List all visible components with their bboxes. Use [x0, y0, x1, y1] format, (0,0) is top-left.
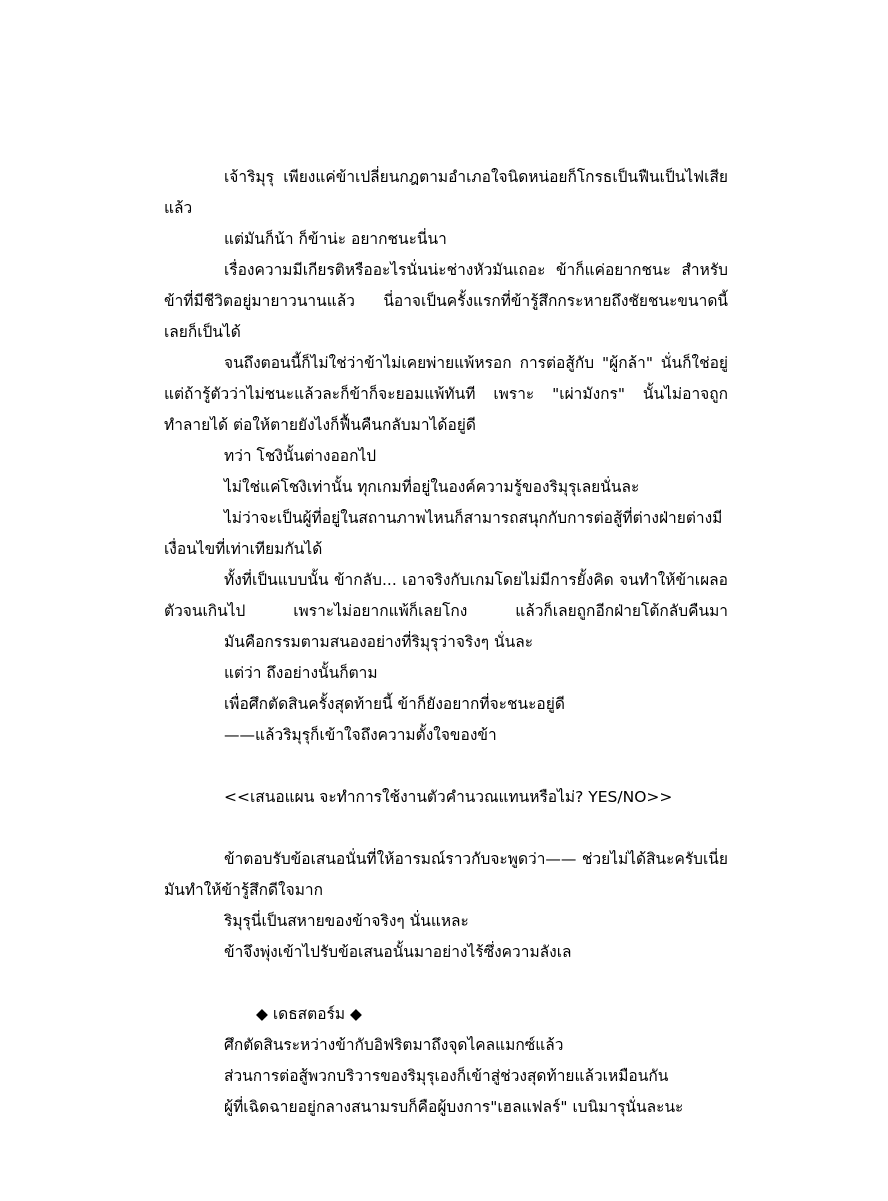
paragraph: ไม่ใช่แค่โชงิเท่านั้น ทุกเกมที่อยู่ในองค์ความรู้ของริมุรุเลยนั่นละ [224, 478, 640, 496]
paragraph: เพื่อศึกตัดสินครั้งสุดท้ายนี้ ข้าก็ยังอยากที่จะชนะอยู่ดี [224, 695, 565, 713]
paragraph: จนถึงตอนนี้ก็ไม่ใช่ว่าข้าไม่เคยพ่ายแพ้หรอก การต่อสู้กับ "ผู้กล้า" นั่นก็ใช่อยู่ แต่ถ้ารู้ตัวว่าไม่ชนะแล้วละก็ข้าก็จะยอมแพ้ทันที เพราะ "เผ่ามังกร" นั้นไม่อาจถูกทำลายได้ ต่อให้ตายยังไงก็ฟื้นคืนกลับมาได้อยู่ดี [164, 354, 728, 434]
paragraph: <<เสนอแผน จะทำการใช้งานตัวคำนวณแทนหรือไม่? YES/NO>> [224, 788, 673, 806]
paragraph: เจ้าริมุรุ เพียงแค่ข้าเปลี่ยนกฎตามอำเภอใจนิดหน่อยก็โกรธเป็นฟืนเป็นไฟเสียแล้ว [164, 168, 728, 217]
paragraph: ทว่า โชงินั้นต่างออกไป [224, 447, 377, 465]
document-body [164, 162, 728, 1123]
paragraph: ศึกตัดสินระหว่างข้ากับอิฟริตมาถึงจุดไคลแมกซ์แล้ว [224, 1036, 564, 1054]
paragraph: ผู้ที่เฉิดฉายอยู่กลางสนามรบก็คือผู้บงการ"เฮลแฟลร์" เบนิมารุนั่นละนะ [224, 1098, 684, 1116]
blank-line [164, 813, 728, 844]
paragraph: ข้าตอบรับข้อเสนอนั่นที่ให้อารมณ์ราวกับจะพูดว่า—— ช่วยไม่ได้สินะครับเนี่ย มันทำให้ข้ารู้สึกดีใจมาก [164, 850, 728, 899]
paragraph: ——แล้วริมุรุก็เข้าใจถึงความตั้งใจของข้า [224, 726, 497, 744]
paragraph: แต่ว่า ถึงอย่างนั้นก็ตาม [224, 664, 378, 682]
blank-line [164, 968, 728, 999]
section-heading: ◆ เดธสตอร์ม ◆ [256, 1005, 362, 1023]
paragraph: ไม่ว่าจะเป็นผู้ที่อยู่ในสถานภาพไหนก็สามารถสนุกกับการต่อสู้ที่ต่างฝ่ายต่างมีเงื่อนไขที่เท่าเทียมกันได้ [164, 509, 723, 558]
paragraph: มันคือกรรมตามสนองอย่างที่ริมุรุว่าจริงๆ นั่นละ [224, 633, 534, 651]
blank-line [164, 751, 728, 782]
paragraph: แต่มันก็น้า ก็ข้าน่ะ อยากชนะนี่นา [224, 230, 447, 248]
paragraph: ข้าจึงพุ่งเข้าไปรับข้อเสนอนั้นมาอย่างไร้ซึ่งความลังเล [224, 943, 572, 961]
paragraph: ริมุรุนี่เป็นสหายของข้าจริงๆ นั่นแหละ [224, 912, 469, 930]
paragraph: ทั้งที่เป็นแบบนั้น ข้ากลับ... เอาจริงกับเกมโดยไม่มีการยั้งคิด จนทำให้ข้าเผลอตัวจนเกินไป เพราะไม่อยากแพ้ก็เลยโกง แล้วก็เลยถูกอีกฝ่ายโต้กลับคืนมา [164, 571, 728, 620]
paragraph: ส่วนการต่อสู้พวกบริวารของริมุรุเองก็เข้าสู่ช่วงสุดท้ายแล้วเหมือนกัน [224, 1067, 669, 1085]
paragraph: เรื่องความมีเกียรติหรืออะไรนั่นน่ะช่างหัวมันเถอะ ข้าก็แค่อยากชนะ สำหรับข้าที่มีชีวิตอยู่มายาวนานแล้ว นี่อาจเป็นครั้งแรกที่ข้ารู้สึกกระหายถึงชัยชนะขนาดนี้เลยก็เป็นได้ [164, 261, 728, 341]
